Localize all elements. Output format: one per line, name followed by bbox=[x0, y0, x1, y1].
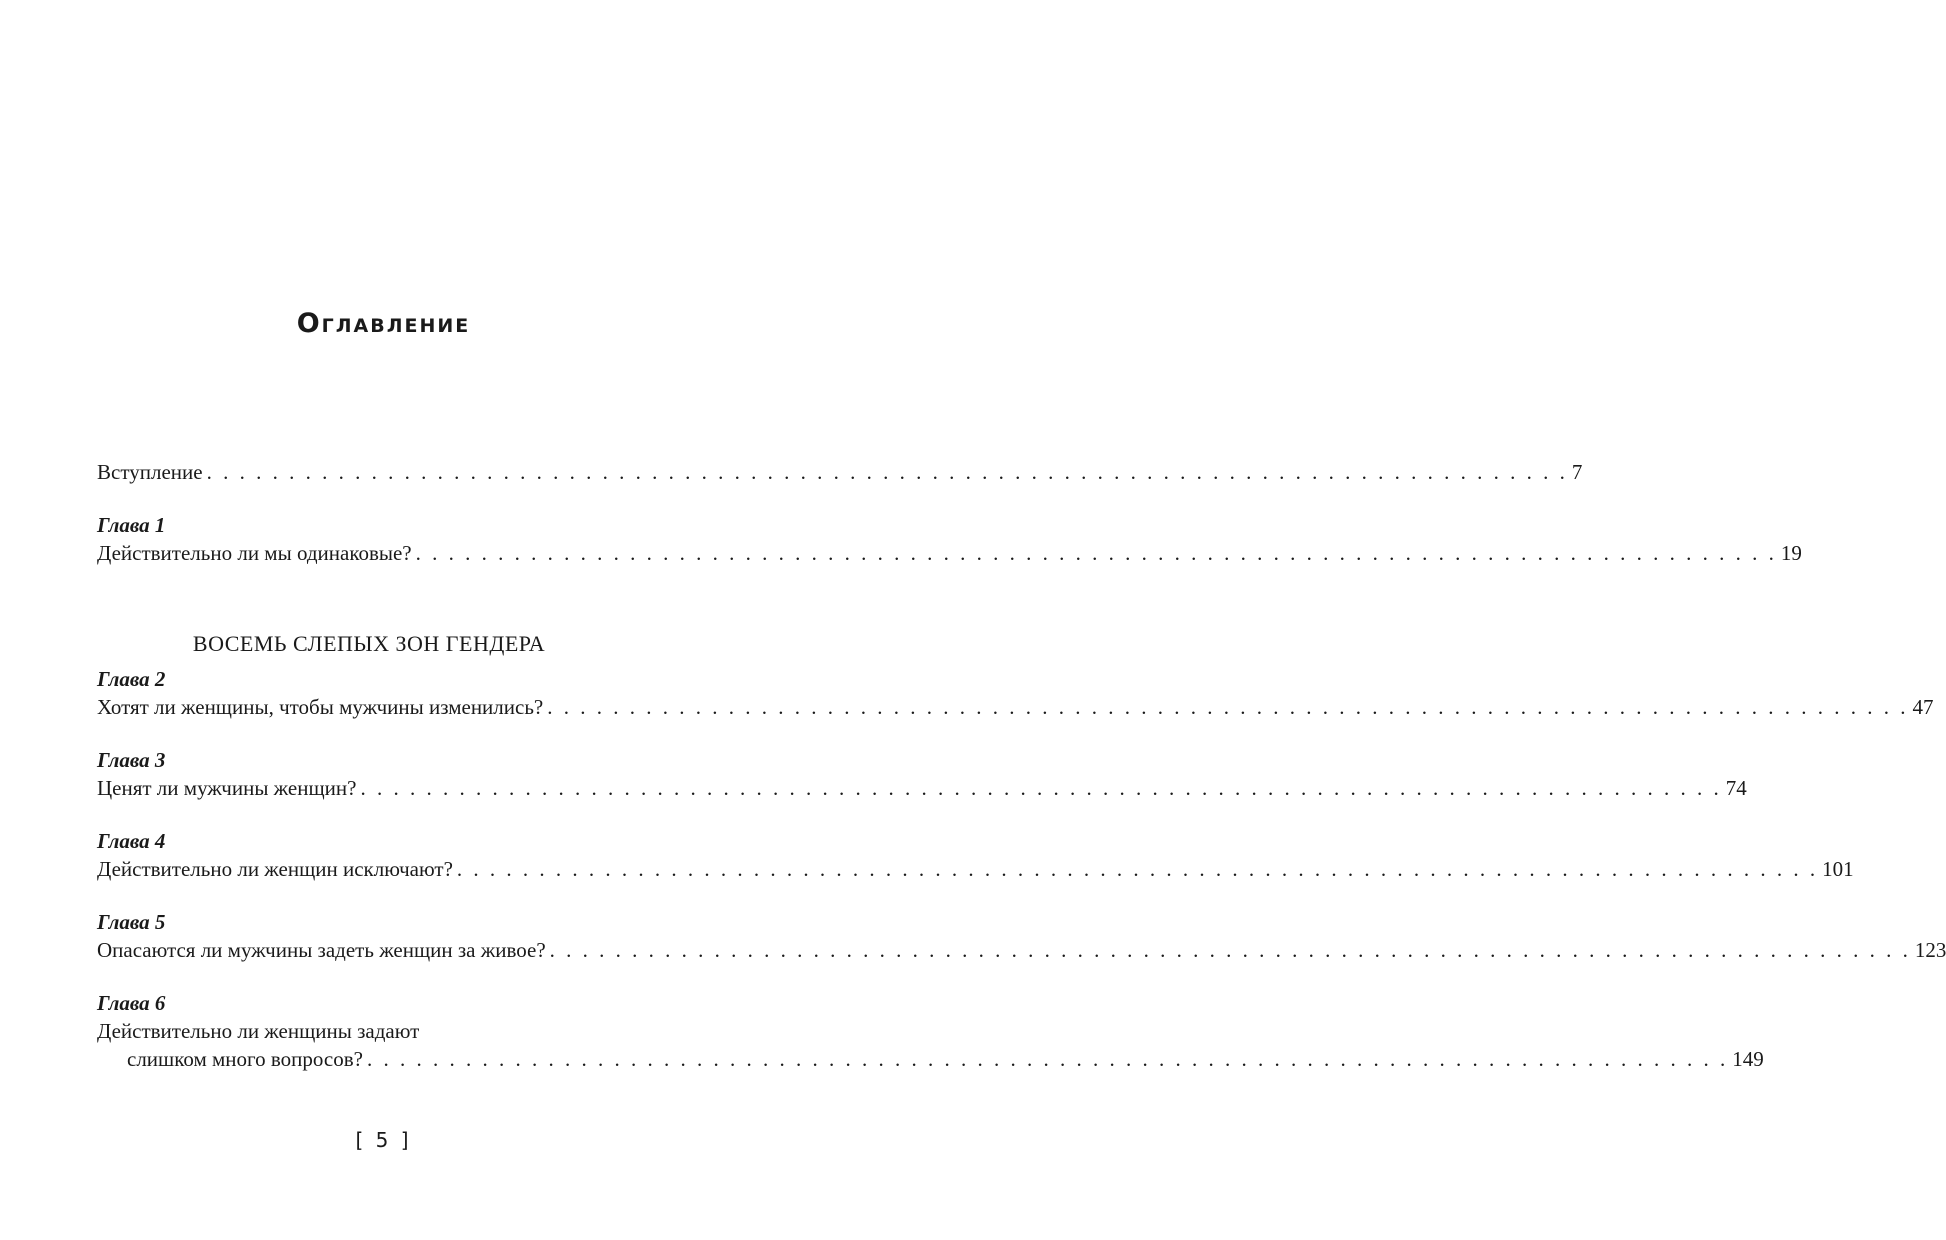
toc-chapter-5 bbox=[97, 908, 1946, 964]
toc-page-number: 74 bbox=[1725, 776, 1747, 800]
toc-entry-title: Действительно ли женщин исключают? bbox=[97, 857, 453, 881]
dot-leader: . . . . . . . . . . . . . . . . . . . . . . . . . . . . . . . . . . . . . . . . . . . . . . . . . . . . . . . . . . . . . . . . . . . . . . . . . . . . . . . . . . . bbox=[547, 695, 1909, 719]
toc-page-number: 101 bbox=[1822, 857, 1854, 881]
dot-leader: . . . . . . . . . . . . . . . . . . . . . . . . . . . . . . . . . . . . . . . . . . . . . . . . . . . . . . . . . . . . . . . . . . . . . . . . . . . . . . . . . . . bbox=[206, 460, 1568, 484]
toc-entry-title: слишком много вопросов? bbox=[127, 1047, 363, 1071]
toc-entry-chapter-4[interactable] bbox=[97, 855, 1854, 883]
dot-leader: . . . . . . . . . . . . . . . . . . . . . . . . . . . . . . . . . . . . . . . . . . . . . . . . . . . . . . . . . . . . . . . . . . . . . . . . . . . . . . . . . . . bbox=[360, 776, 1722, 800]
toc-entry-chapter-1[interactable] bbox=[97, 539, 1802, 567]
section-title: ВОСЕМЬ СЛЕПЫХ ЗОН ГЕНДЕРА bbox=[192, 631, 546, 656]
chapter-label: Глава 4 bbox=[97, 829, 166, 853]
toc-entry-intro[interactable] bbox=[97, 458, 1583, 486]
table-of-contents bbox=[97, 458, 1946, 1073]
chapter-label: Глава 2 bbox=[97, 667, 166, 691]
dot-leader: . . . . . . . . . . . . . . . . . . . . . . . . . . . . . . . . . . . . . . . . . . . . . . . . . . . . . . . . . . . . . . . . . . . . . . . . . . . . . . . . . . . bbox=[549, 938, 1911, 962]
toc-chapter-6 bbox=[97, 989, 1764, 1073]
toc-entry-chapter-2[interactable] bbox=[97, 693, 1934, 721]
toc-chapter-1 bbox=[97, 511, 1802, 567]
toc-entry-title: Хотят ли женщины, чтобы мужчины изменились? bbox=[97, 695, 544, 719]
toc-chapter-4 bbox=[97, 827, 1854, 883]
toc-entry-title: Вступление bbox=[97, 460, 203, 484]
toc-page-number: 19 bbox=[1780, 541, 1802, 565]
page-number-footer: [ 5 ] bbox=[355, 1128, 412, 1152]
toc-entry-chapter-6[interactable] bbox=[97, 1045, 1764, 1073]
toc-entry-title-line-1[interactable]: Действительно ли женщины задают bbox=[97, 1019, 420, 1043]
toc-entry-title: Опасаются ли мужчины задеть женщин за живое? bbox=[97, 938, 546, 962]
dot-leader: . . . . . . . . . . . . . . . . . . . . . . . . . . . . . . . . . . . . . . . . . . . . . . . . . . . . . . . . . . . . . . . . . . . . . . . . . . . . . . . . . . . bbox=[456, 857, 1819, 881]
chapter-label: Глава 5 bbox=[97, 910, 166, 934]
toc-page-number: 149 bbox=[1732, 1047, 1764, 1071]
page-title: Оглавление bbox=[296, 308, 471, 339]
toc-entry-chapter-3[interactable] bbox=[97, 774, 1747, 802]
toc-chapter-3 bbox=[97, 746, 1747, 802]
toc-entry-title: Действительно ли мы одинаковые? bbox=[97, 541, 412, 565]
chapter-label: Глава 6 bbox=[97, 991, 166, 1015]
toc-page-number: 47 bbox=[1912, 695, 1934, 719]
toc-entry-title: Ценят ли мужчины женщин? bbox=[97, 776, 357, 800]
chapter-label: Глава 1 bbox=[97, 513, 166, 537]
dot-leader: . . . . . . . . . . . . . . . . . . . . . . . . . . . . . . . . . . . . . . . . . . . . . . . . . . . . . . . . . . . . . . . . . . . . . . . . . . . . . . . . . . . bbox=[366, 1047, 1729, 1071]
toc-entry-chapter-5[interactable] bbox=[97, 936, 1946, 964]
chapter-label: Глава 3 bbox=[97, 748, 166, 772]
toc-chapter-2 bbox=[97, 665, 1934, 721]
dot-leader: . . . . . . . . . . . . . . . . . . . . . . . . . . . . . . . . . . . . . . . . . . . . . . . . . . . . . . . . . . . . . . . . . . . . . . . . . . . . . . . . . . . bbox=[415, 541, 1777, 565]
toc-page-number: 123 bbox=[1914, 938, 1946, 962]
toc-page-number: 7 bbox=[1571, 460, 1583, 484]
